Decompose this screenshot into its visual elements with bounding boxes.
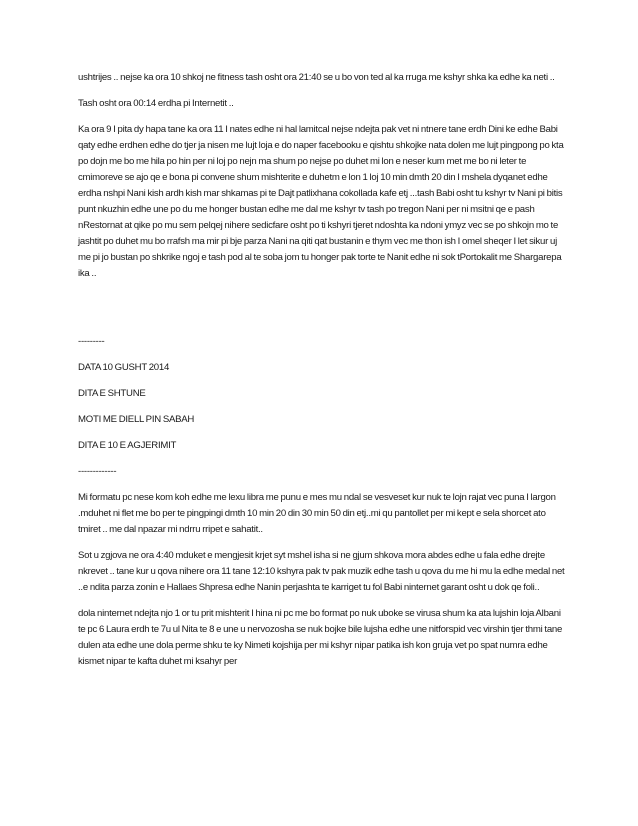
paragraph-4: Mi formatu pc nese kom koh edhe me lexu libra me punu e mes mu ndal se vesveset kur nuk te lojn rajat vec puna I largon .mduhet ni flet me bo per te pingpingi dmth 10 min 20 din 30 min 50 din etj..mi qu pantollet per mi kept e sela shorcet ato tmiret .. me dal npazar mi ndrru rripet e sahatit.. bbox=[78, 492, 556, 535]
weather-heading: MOTI ME DIELL PIN SABAH bbox=[78, 414, 195, 425]
document-body bbox=[78, 70, 568, 680]
paragraph-1: ushtrijes .. nejse ka ora 10 shkoj ne fitness tash osht ora 21:40 se u bo von ted al ka rruga me kshyr shka ka edhe ka neti .. bbox=[78, 72, 555, 83]
fasting-day-heading: DITA E 10 E AGJERIMIT bbox=[78, 440, 177, 451]
day-heading: DITA E SHTUNE bbox=[78, 388, 146, 399]
separator-line: ------------- bbox=[78, 466, 117, 477]
paragraph-6: dola ninternet ndejta njo 1 or tu prit mishterit I hina ni pc me bo format po nuk uboke se virusa shum ka ata lujshin loja Albani te pc 6 Laura erdh te 7u ul Nita te 8 e une u nervozosha se nuk bojke bile lujsha edhe une nitforspid vec virshin tjer thmi tane dulen ata edhe une dola perme shku te ky Nimeti kojshija per mi kshyr nipar patika ish kon gruja vet po spat numra edhe kismet nipar te kafta duhet mi ksahyr per bbox=[78, 608, 563, 667]
paragraph-2: Tash osht ora 00:14 erdha pi Internetit .. bbox=[78, 98, 234, 109]
paragraph-5: Sot u zgjova ne ora 4:40 mduket e mengjesit krjet syt mshel isha si ne gjum shkova mora abdes edhe u fala edhe drejte nkrevet .. tane kur u qova nihere ora 11 tane 12:10 kshyra pak tv pak muzik edhe tash u qova du me hi mu la edhe medal net ..e ndita parza zonin e Hallaes Shpresa edhe Nanin perjashta te karriget tu fol Babi ninternet garant osht u dok qe foli.. bbox=[78, 550, 565, 593]
spacer bbox=[78, 292, 568, 334]
separator-line: --------- bbox=[78, 336, 105, 347]
paragraph-3: Ka ora 9 I pita dy hapa tane ka ora 11 I nates edhe ni hal lamitcal nejse ndejta pak vet ni ntnere tane erdh Dini ke edhe Babi qaty edhe erdhen edhe do tjer ja nisen me lujt loja e do naper facebooku e qishtu shkojke nata dolen me lujt pingpong po kta po dojn me bo me hila po hin per ni loj po nejn ma shum po nejse po duhet mi lon e neser kum met me bo ni leter te cmimoreve se ajo qe e bona pi convene shum mishterite e duhetm e lon 1 loj 10 min dmth 20 din I mshela dyqanet edhe erdha nshpi Nani kish ardh kish mar shkamas pi te Dajt patlixhana cokollada kafe etj ...tash Babi osht tu kshyr tv Nani pi bitis punt nkuzhin edhe une po du me honger bustan edhe me dal me kshyr tv tash po tregon Nani per ni msitni qe e pash nRestornat at qike po mu sem pelqej nihere sedicfare osht po ti kshyri tjeret ndoshta ka ndoni ymyz vec se po shkojn mo te jashtit po duhet mu bo rrafsh ma mir pi bje parza Nani na qiti qat bustanin e thym vec me thon ish I omel sheqer I let sikur uj me pi jo bustan po shkrike ngoj e tash pod al te soba jom tu honger pak torte te Nanit edhe ni sok tPortokalit me Shargarepa ika .. bbox=[78, 124, 564, 279]
date-heading: DATA 10 GUSHT 2014 bbox=[78, 362, 170, 373]
